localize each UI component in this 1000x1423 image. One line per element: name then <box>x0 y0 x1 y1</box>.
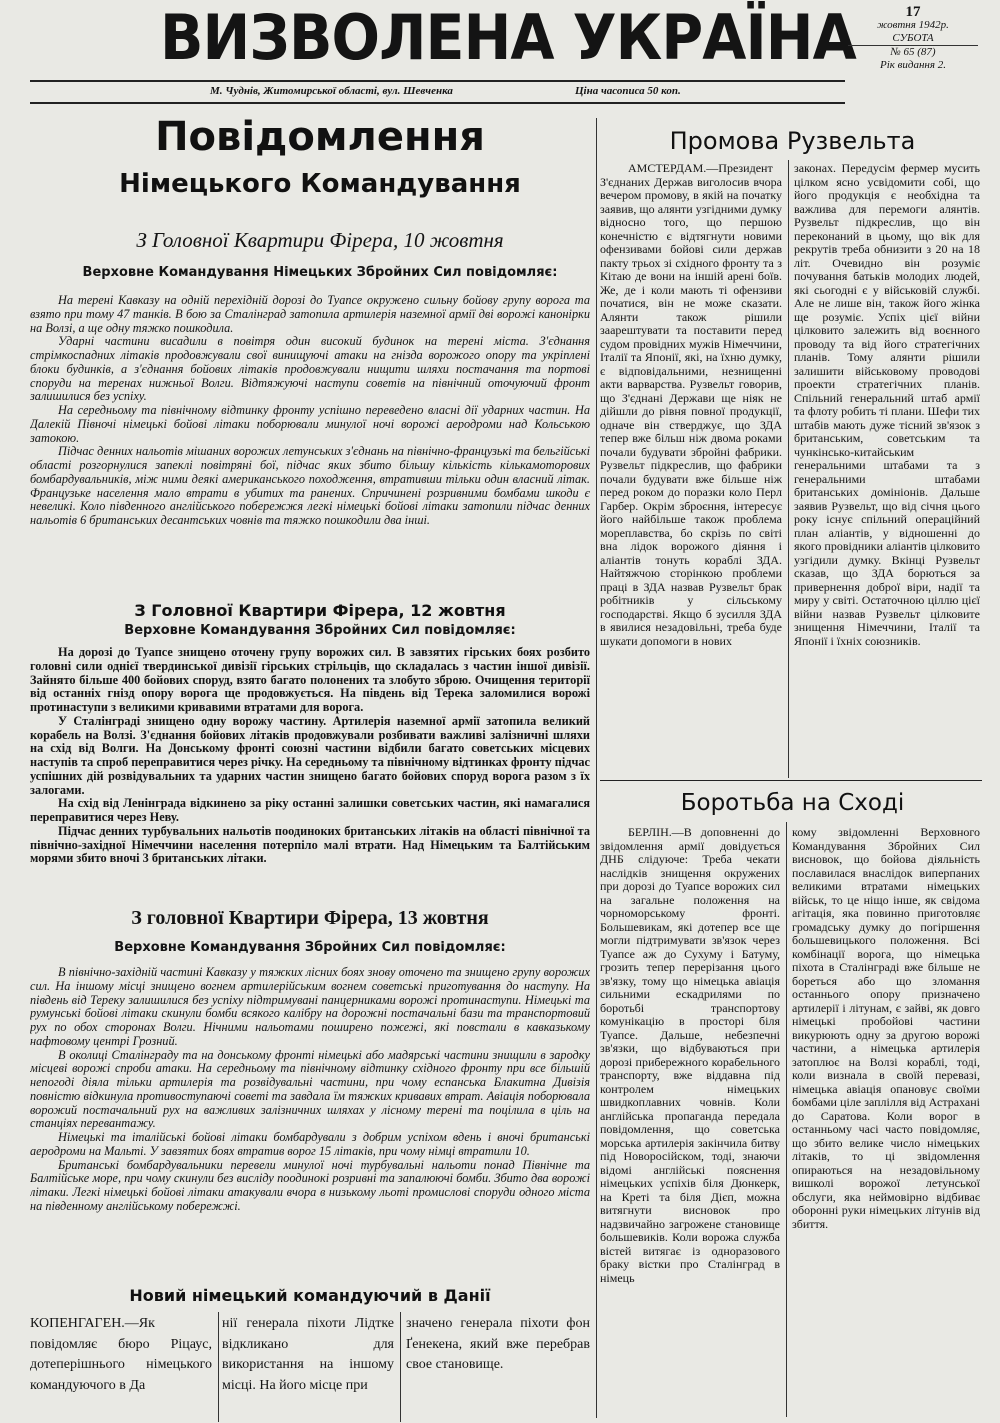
paragraph: На терені Кавказу на одній перехідній дорозі до Туапсе окружено сильну бойову групу ворога та взято при тому 47 танків. В бою за Сталінград затопила артилерія наземної армії дві ворожі канонірки на Волзі, а ще одну тяжко пошкодила. <box>30 294 590 335</box>
paragraph: Німецькі та італійські бойові літаки бомбардували з добрим успіхом вдень і вночі британські аеродроми на Мальті. У завзятих боях втратив ворог 15 літаків, при чому німці втратили 10. <box>30 1130 590 1158</box>
masthead-title: ВИЗВОЛЕНА УКРАЇНА <box>160 1 856 74</box>
price: Ціна часописа 50 коп. <box>575 85 681 97</box>
right-divider-top <box>788 160 789 778</box>
subhead-oct-10: З Головної Квартири Фірера, 10 жовтня <box>136 228 504 252</box>
lead-oct-10: Верховне Командування Німецьких Збройних Сил повідомляє: <box>82 265 558 280</box>
denmark-col-1 <box>30 1314 212 1420</box>
paragraph: АМСТЕРДАМ.—Президент З'єднаних Держав виголосив вчора вечером промову, в якій на початку заявив, що алянти узгідними думку відносно того, що першою конечністю є відтягнути новими офензивами бойові сили держав пакту трьох зі східного фронту та з Кітаю де вони на іншій арені боїв. Же, де і коли мають ті офензиви початися, він не може сказати. Алянти також рішили заарештувати та поставити перед судом провідних мужів Німеччини, Італії та Японії, які, на їхню думку, є відповідальними, незнищенні акти варварства. Рузвельт говорив, що З'єднані Держави ще ніяк не дійшли до рівня повної продукції, одначе він стверджує, що ЗДА тепер вже більш ніж двома роками почали будувати збройні фабрики. Рузвельт підкреслив, що фабрики почали будувати вже більше ніж перед роком до поразки коло Перл Гарбер. Окрім зброєння, інтересує його найбільше також проблема мореплавства, бо скрізь по світі вна лідок ворожого діяння і аліантів тонуть кораблі ЗДА. Найтяжчою сторінкою проблеми праці в ЗДА назвав Рузвельт брак робітників у сільському господарстві. Якщо б зусилля ЗДА в явилися незадовільні, треба буде шукати допомоги в нових <box>600 162 782 648</box>
subhead-oct-12: З Головної Квартири Фірера, 12 жовтня <box>134 601 506 620</box>
paragraph: кому звідомленні Верховного Командування Збройних Сил висновок, що бойова діяльність пославилася внаслідок виперпаних великими втратами німецьких військ, то це ніщо інше, як свідома агітація, яка повинно приготовляє громадську думку до погіршення большевицького положення. Всі комбінації ворога, що німецька піхота в Сталінграді вже більше не бореться або що зломання останнього опору призначено артилерії і літунам, є зайві, як довго німецькі пробойові частини викурюють одну за другою ворожі частини, а німецька артилерія затоплює на Волзі кораблі, тоді, коли визнала в своїй перевазі, німецька авіація опановує своїми бомбами ціле заплілля від Астрахані до Саратова. Коли ворог в останньому часі часто повідомляє, що збито велике число німецьких літаків, то ці звідомлення опираються на незадовільному вишколі ворожої летунської обслуги, яка неймовірно відбиває оборонні руки німецьких літунів від збиття. <box>792 826 980 1231</box>
denmark-divider-1 <box>218 1312 219 1422</box>
paragraph: На дорозі до Туапсе знищено оточену групу ворожих сил. В завзятих гірських боях розбито головні сили однієї твердинської дивізії гірських стрільців, що складалась з частин іншої дивізії. Зайнято більше 400 бойових споруд, взято багато полонених та злобуто зброю. Очищення території від останніх гнізд опору ворога ще продовжується. На південь від Терека заломилися ворожі протинаступи з великими кривавими втратами для ворога. <box>30 646 590 714</box>
east-col-2 <box>792 826 980 1420</box>
paragraph: В північно-західній частині Кавказу у тяжких лісних боях знову оточено та знищено групу ворожих сил. На іншому місці знищено вогнем артилерійським вогнем советські приготування до наступу. На південь від Тереку залишилися без успіху підтримувані панцерниками ворожі протинаступи. Німецькі та румунські бойові літаки скинули бомби всякого калібру на дорожні постачальні бази та транспортовий рух по обох сторонах Волги. Нічними нальотами поширено пожежі, які повстали в кавказькому нафтовому центрі Грозний. <box>30 966 590 1048</box>
paragraph: Підчас денних нальотів мішаних ворожих летунських з'єднань на північно-французькі та бельгійські області розгорнулися запеклі повітряні бої, підчас яких збито більшу кількість кількамоторових бомбардувальників, між ними деякі американського походження, втративши тільки один власний літак. Французьке населення мало втрати в убитих та ранених. Спричинені розривними бомбами шкоди є невеликі. Коло південного англійського побережжя легкі німецькі бойові літаки затопили підчас денних нальотів 6 британських десантських човнів та тяжко пошкодили два інші. <box>30 444 590 527</box>
right-divider-bottom <box>786 822 787 1417</box>
denmark-col-3 <box>406 1314 590 1420</box>
masthead-rule-top <box>30 80 845 82</box>
roosevelt-headline: Промова Рузвельта <box>669 127 916 155</box>
paragraph: БЕРЛІН.—В доповненні до звідомлення армії довідується ДНБ слідуюче: Треба чекати наслідків знищення окружених при дорозі до Туапсе ворожих сил на загальне положення на чорноморському фронті. Большевикам, які дотепер все ще могли підтримувати зв'язок через Туапсе аж до Сухуму і Батуму, грозить тепер перерізання цього зв'язку, тому що німецька авіація сильними ескадрилями по боротьбі транспортову комунікацію в просторі біля Туапсе. Дальше, небезпечні зв'язки, що відбуваються при дорозі прибережного корабельного транспорту, вже віддавна під контролем німецьких швидкоплавних човнів. Коли англійська пропаганда передала повідомлення, що советська морська артилерія закінчила битву під Новоросійском, тоді, знаючи відомі англійські пояснення німецьких успіхів біля Дюнкерк, на Креті та біля Дієп, можна витягнути висновок про надзвичайно загрожене становище большевиків. Коли ворожа служба вістей витягає із одноразового браку вістки про Сталінград в німець <box>600 826 780 1285</box>
east-col-1 <box>600 826 780 1420</box>
denmark-headline: Новий німецький командуючий в Данії <box>129 1286 491 1305</box>
lead-oct-13: Верховне Командування Збройних Сил повідомляє: <box>114 940 506 955</box>
section-oct-13 <box>30 966 590 1278</box>
weekday: СУБОТА <box>892 32 934 44</box>
paragraph: значено генерала піхоти фон Ґенекена, який вже перебрав свое становище. <box>406 1316 590 1372</box>
section-oct-10 <box>30 294 590 592</box>
roosevelt-col-2 <box>794 162 980 780</box>
paragraph: Британські бомбардувальники перевели минулої ночі турбувальні нальоти понад Північне та Балтійське море, при чому скинули без висліду поодинокі розривні та запалюючі бомби. Збито два ворожі літаки. Легкі німецькі бойові літаки атакували вчора в низькому льоті промислові споруди одного міста на південному англійському побережжі. <box>30 1157 590 1213</box>
date-month: жовтня 1942р. <box>877 19 949 31</box>
section-oct-12 <box>30 646 590 890</box>
paragraph: законах. Передусім фермер мусить цілком ясно усвідомити собі, що його продукція є необхідна та важлива для перемоги алянтів. Рузвельт підкреслив, що він переконаний в цьому, що вік для рекрутів треба обнизити з 20 на 18 літ. Очевидно він розуміє почування батьків молодих людей, які сьогодні є у військовій службі. Але не лише він, також його жінка ще розуміє. Успіх цієї війни цілковито залежить від воєнного проводу та від його стратегічних планів. Тому алянти рішили залишити військовому проводові проекти стратегічних планів. Спільний генеральний штаб армії та флоту робить ті плани. Шефи тих штабів мають дуже тісний зв'язок з британським, советським та чункінсько-китайським генеральними штабами та з генеральними штабами британських домініонів. Дальше заявив Рузвельт, що від січня цього року існує спільний операційний план аліантів, у відношенні до якого провідники аліантів цілковито узгідили думку. Вкінці Рузвельт сказав, що ЗДА борються за привернення доброї віри, надії та миру у світі. Остаточною ціллю цієї війни назвав Рузвельт цілковите знищення Німеччини, Італії та Японії і їхніх союзників. <box>794 162 980 648</box>
issue-number: № 65 (87) <box>848 45 978 59</box>
section-rule <box>600 780 982 781</box>
lead-oct-12: Верховне Командування Збройних Сил повідомляє: <box>124 623 516 638</box>
roosevelt-col-1 <box>600 162 782 780</box>
denmark-col-2 <box>222 1314 394 1420</box>
paragraph: На схід від Ленінграда відкинено за ріку останні залишки советських частин, які намагалися переправитися через Неву. <box>30 796 590 824</box>
date-day: 17 <box>905 4 921 20</box>
column-divider <box>596 118 597 1418</box>
denmark-divider-2 <box>400 1312 401 1422</box>
masthead-rule-bottom <box>30 102 845 104</box>
paragraph: нії генерала піхоти Лідтке відкликано для використання на іншому місці. На його місце при <box>222 1316 394 1393</box>
paragraph: КОПЕНГАГЕН.—Як повідомляє бюро Ріцаус, дотеперішнього німецького командуючого в Да <box>30 1316 212 1393</box>
main-headline-1: Повідомлення <box>155 114 485 160</box>
paragraph: В околиці Сталінграду та на донському фронті німецькі або мадярські частини знищили в зародку місцеві ворожі спроби атаки. На середньому та північному відтинку східного фронту при все більшій непогоді діяла тільки артилерія та розвідувальні частини, при чому еспанська Блакитна Дивізія повністю відкинула противоступаючі советі та завдала їм тяжких кривавих втрат. Авіація поборювала ворожий постачальний рух на важливих залізничних шляхах у лісному терені та поцілила в ціль на станціях перевантажу. <box>30 1047 590 1131</box>
paragraph: На середньому та північному відтинку фронту успішно переведено власні дії ударних частин. На Далекій Півночі німецькі бойові літаки поборювали минулої ночі ворожі аеродроми над Кольською затокою. <box>30 403 590 445</box>
east-headline: Боротьба на Сході <box>680 790 905 816</box>
paragraph: Ударні частини висадили в повітря один високий будинок на терені міста. З'єднання стрімкоспадних літаків продовжували свої винищуючі атаки на гнізда ворожого опору та укріплені блоки будинків, а з'єднання бойових літаків продовжували нищити шляхи постачання та портові споруди на теренах нижньої Волги. Відтяжуючі наступи советів на північний оточуючий фронт залишилися без успіху. <box>30 334 590 404</box>
address: М. Чуднів, Житомирської області, вул. Шевченка <box>210 85 453 97</box>
subhead-oct-13: З головної Квартири Фірера, 13 жовтня <box>131 907 489 929</box>
main-headline-2: Німецького Командування <box>119 169 521 199</box>
paragraph: Підчас денних турбувальних нальотів поодиноких британських літаків на області північної та північно-західної Німеччини населення потерпіло малі втрати. Над Німецьким та Балтійським морями збито вночі 3 британських літаки. <box>30 823 590 866</box>
date-box <box>848 6 978 98</box>
year-of-publication: Рік видання 2. <box>879 59 947 71</box>
paragraph: У Сталінграді знищено одну ворожу частину. Артилерія наземної армії затопила великий корабель на Волзі. З'єднання бойових літаків продовжували розбивати важливі залізничні шляхи на схід від Волги. На Донському фронті союзні частини відбили багато советських місцевих наступів та спроб переправитися через річку. На середньому та північному відтинках фронту підчас успішних дій розвідувальних та ударних частин знищено багато бойових споруд ворога разом з їх залогами. <box>30 713 590 797</box>
